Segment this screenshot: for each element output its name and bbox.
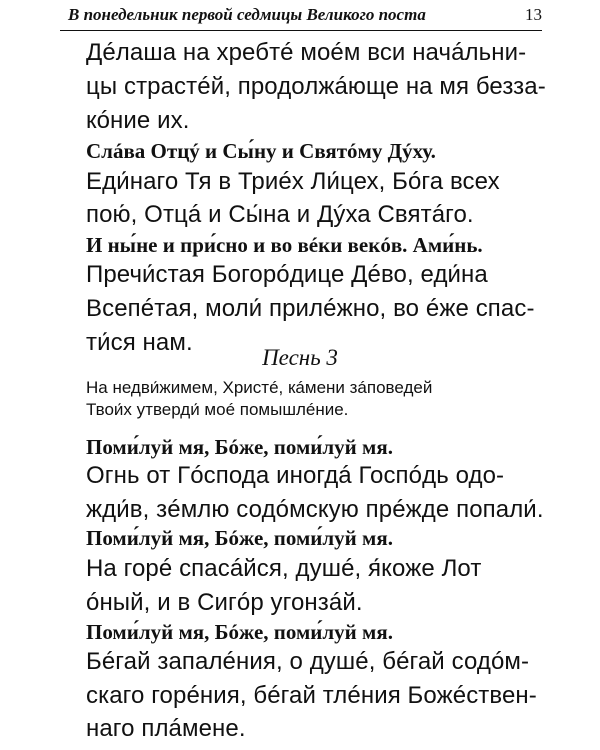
refrain-line: Поми́луй мя, Бóже, поми́луй мя. (86, 526, 393, 550)
irmos-line: На недви́жимем, Христé, кáмени зáповедей (86, 378, 433, 397)
text-line: Дéлаша на хребтé моéм вси начáльни- (86, 39, 527, 66)
page-number: 13 (525, 5, 542, 24)
text-line: Огнь от Гóспода иногдá Госпóдь одо- (86, 462, 505, 489)
text-line: Пречи́стая Богорóдице Дéво, еди́на (86, 261, 488, 288)
text-line: Бéгай запалéния, о душé, бéгай содóм- (86, 648, 530, 675)
refrain-line: Слáва Отцý и Сы́ну и Святóму Дýху. (86, 139, 436, 163)
running-head-title: В понедельник первой седмицы Великого поста (68, 5, 426, 24)
text-line: кóние их. (86, 107, 190, 134)
irmos-line: Твои́х утверди́ моé помышлéние. (86, 400, 349, 419)
text-line: óный, и в Сигóр угонзáй. (86, 589, 363, 616)
text-line: наго плáмене. (86, 715, 246, 742)
text-line: скаго горéния, бéгай тлéния Божéствен- (86, 682, 537, 709)
text-line: жди́в, зéмлю содóмскую прéжде попали́. (86, 496, 544, 523)
text-line: пою́, Отцá и Сы́на и Дýха Святáго. (86, 201, 474, 228)
running-head (60, 4, 542, 31)
refrain-line: Поми́луй мя, Бóже, поми́луй мя. (86, 620, 393, 644)
text-line: Всепéтая, моли́ прилéжно, во éже спас- (86, 295, 535, 322)
text-line: ти́ся нам. (86, 329, 193, 356)
song-heading: Песнь 3 (262, 345, 338, 370)
refrain-line: Поми́луй мя, Бóже, поми́луй мя. (86, 435, 393, 459)
text-line: На горé спасáйся, душé, я́коже Лот (86, 555, 482, 582)
text-line: цы страстéй, продолжáюще на мя безза- (86, 73, 546, 100)
refrain-line: И ны́не и при́сно и во вéки векóв. Ами́нь. (86, 233, 483, 257)
text-line: Еди́наго Тя в Триéх Ли́цех, Бóга всех (86, 168, 500, 195)
